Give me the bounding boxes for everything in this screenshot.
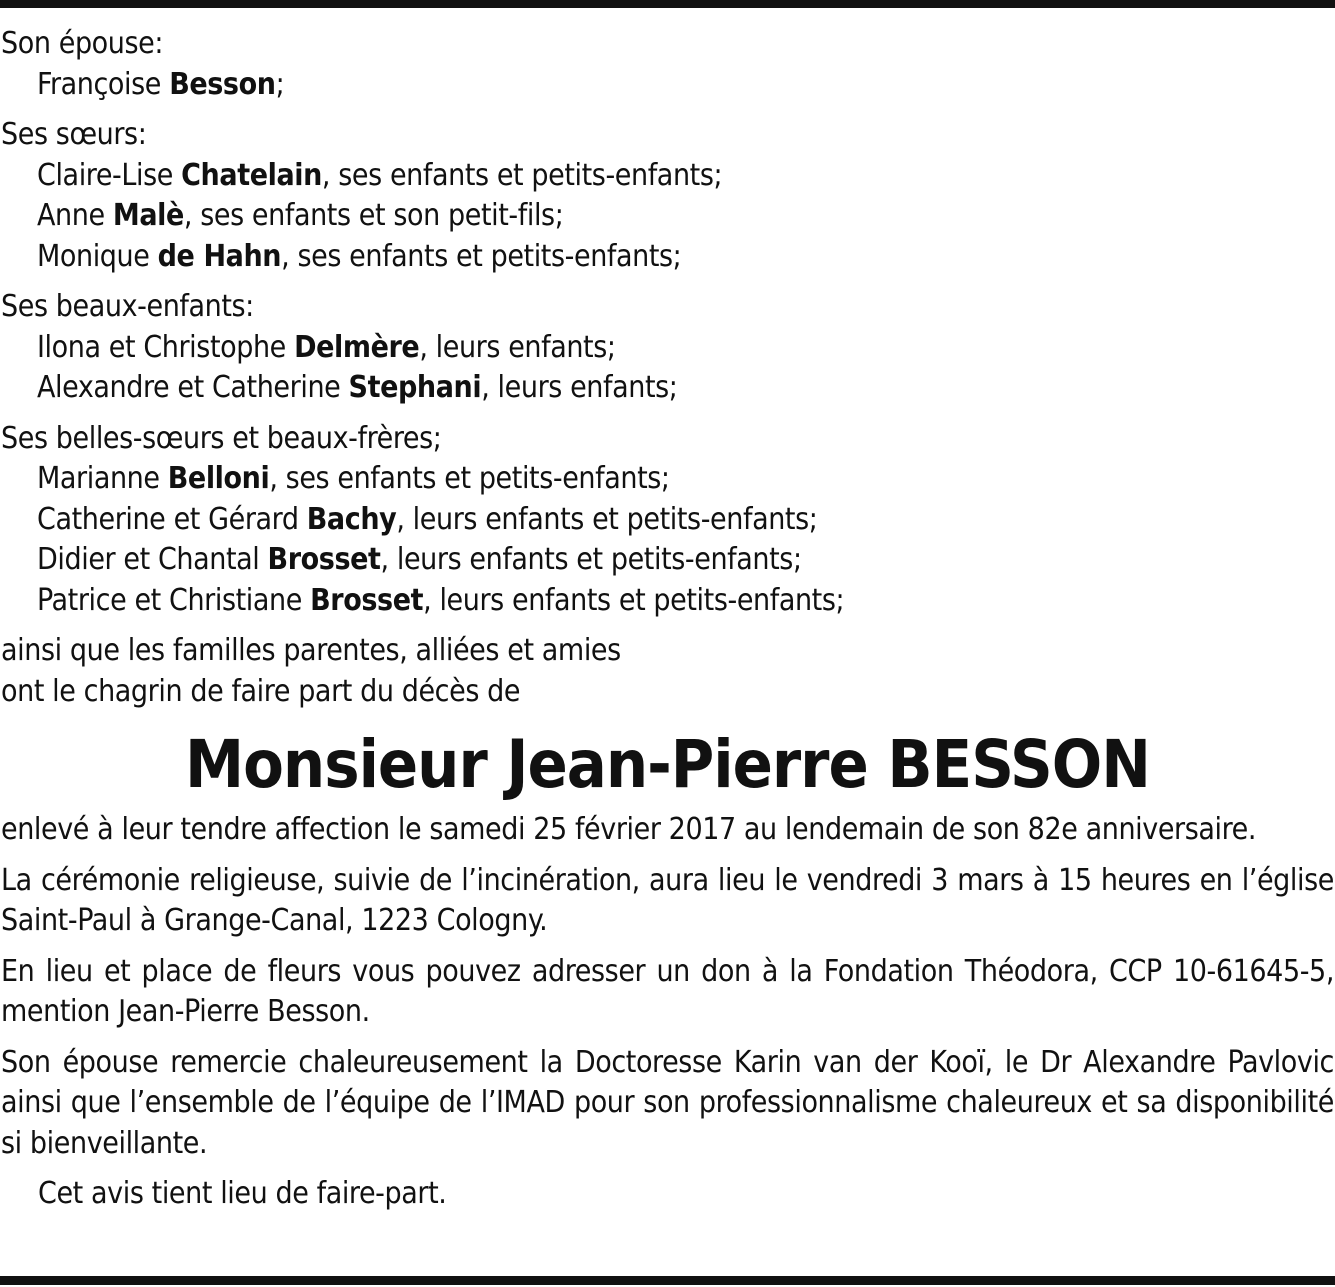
member-relation: , leurs enfants et petits-enfants; (423, 582, 845, 618)
top-rule (0, 0, 1335, 8)
member-given-names: Alexandre et Catherine (37, 370, 349, 405)
member-surname: Malè (112, 198, 184, 233)
member-given-names: Marianne (37, 461, 168, 496)
member-surname: Belloni (167, 461, 270, 496)
member-given-names: Didier et Chantal (37, 542, 268, 577)
member-surname: Delmère (294, 329, 420, 365)
group-title: Son épouse: (1, 26, 164, 61)
family-group-in-laws (1, 419, 1334, 622)
family-member (1, 156, 1334, 197)
deceased-name: Monsieur Jean-Pierre BESSON (185, 726, 1150, 803)
member-relation: , ses enfants et petits-enfants; (269, 461, 670, 496)
bottom-rule (0, 1276, 1335, 1285)
member-given-names: Ilona et Christophe (37, 329, 295, 365)
member-relation: , ses enfants et petits-enfants; (281, 238, 682, 274)
ceremony-paragraph: La cérémonie religieuse, suivie de l’incinération, aura lieu le vendredi 3 mars à 15 heures en l’église Saint-Paul à Grange-Canal, 1223 Cologny. (1, 862, 1334, 938)
member-given-names: Patrice et Christiane (37, 582, 311, 618)
member-surname: Besson (169, 66, 276, 102)
member-given-names: Catherine et Gérard (37, 501, 307, 537)
family-group-stepchildren (1, 287, 1334, 409)
closing-line: Cet avis tient lieu de faire-part. (38, 1176, 447, 1211)
death-paragraph: enlevé à leur tendre affection le samedi 25 février 2017 au lendemain de son 82e anniversaire. (1, 812, 1257, 847)
member-relation: , leurs enfants et petits-enfants; (380, 542, 802, 577)
announcement-intro (1, 631, 1334, 712)
member-relation: , ses enfants et son petit-fils; (183, 198, 564, 233)
member-given-names: Claire-Lise (37, 157, 182, 193)
family-group-sisters (1, 115, 1334, 277)
family-member (1, 500, 1334, 541)
member-relation: , leurs enfants et petits-enfants; (396, 501, 818, 537)
thanks-paragraph: Son épouse remercie chaleureusement la Doctoresse Karin van der Kooï, le Dr Alexandre Pavlovic ainsi que l’ensemble de l’équipe de l’IMAD pour son professionnalisme chaleureux et sa disponibilité si bienveillante. (1, 1044, 1334, 1161)
family-group-spouse (1, 24, 1334, 105)
member-surname: Brosset (267, 542, 381, 577)
family-member (1, 328, 1334, 369)
group-title: Ses belles-sœurs et beaux-frères; (1, 420, 442, 456)
family-member (1, 459, 1334, 500)
intro-line: ainsi que les familles parentes, alliées et amies (1, 633, 621, 668)
member-given-names: Françoise (37, 66, 170, 102)
family-member (1, 65, 1334, 106)
member-given-names: Monique (37, 238, 158, 274)
group-title: Ses sœurs: (1, 117, 147, 152)
intro-line: ont le chagrin de faire part du décès de (1, 673, 521, 709)
obituary-notice (1, 24, 1334, 1215)
donation-paragraph: En lieu et place de fleurs vous pouvez adresser un don à la Fondation Théodora, CCP 10-61645-5, mention Jean-Pierre Besson. (1, 953, 1334, 1029)
member-surname: de Hahn (157, 238, 282, 274)
group-title: Ses beaux-enfants: (1, 289, 254, 324)
family-member (1, 540, 1334, 581)
member-surname: Chatelain (181, 157, 322, 193)
family-member (1, 196, 1334, 237)
member-relation: , leurs enfants; (481, 370, 678, 405)
member-surname: Bachy (306, 501, 397, 537)
member-surname: Stephani (348, 370, 482, 405)
family-member (1, 237, 1334, 278)
family-member (1, 368, 1334, 409)
member-relation: , ses enfants et petits-enfants; (321, 157, 723, 193)
family-member (1, 581, 1334, 622)
member-given-names: Anne (37, 198, 113, 233)
member-relation: ; (275, 66, 285, 102)
member-relation: , leurs enfants; (419, 329, 616, 365)
member-surname: Brosset (310, 582, 424, 618)
